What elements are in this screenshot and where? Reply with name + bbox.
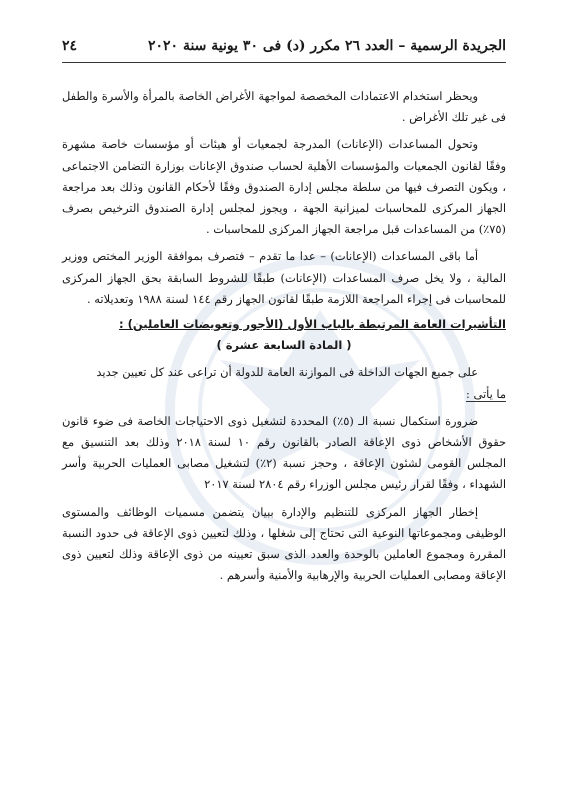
document-body [62,86,506,586]
section-heading: التأشيرات العامة المرتبطة بالباب الأول (الأجور وتعويضات العاملين) : [119,317,506,332]
header-divider [62,62,506,63]
paragraph-following-label [62,384,506,405]
paragraph-disability-quota: ضرورة استكمال نسبة الـ (٥٪) المحددة لتشغيل ذوى الاحتياجات الخاصة فى ضوء قانون حقوق الأشخاص ذوى الإعاقة الصادر بالقانون رقم ١٠ لسنة ٢٠١٨ وذلك بعد التنسيق مع المجلس القومى لشئون الإعاقة ، وحجز نسبة (٢٪) لتشغيل مصابى العمليات الحربية وأسر الشهداء ، وفقًا لقرار رئيس مجلس الوزراء رقم ٢٨٠٤ لسنة ٢٠١٧ [62,413,506,492]
paragraph-subsidies-transfer: وتحول المساعدات (الإعانات) المدرجة لجمعيات أو هيئات أو مؤسسات خاصة مشهرة وفقًا لقانون الجمعيات والمؤسسات الأهلية لحساب صندوق الإعانات بوزارة التضامن الاجتماعى ، ويكون التصرف فيها من سلطة مجلس إدارة الصندوق وفقًا لأحكام القانون وذلك بعد مراجعة الجهاز المركزى للمحاسبات لميزانية الجهة ، ويجوز لمجلس إدارة الصندوق الترخيص بصرف (٧٥٪) من المساعدات قبل مراجعة الجهاز المركزى للمحاسبات . [62,137,506,237]
article-title: ( المادة السابعة عشرة ) [216,338,352,353]
paragraph-notify-agency: إخطار الجهاز المركزى للتنظيم والإدارة ببيان يتضمن مسميات الوظائف والمستوى الوظيفى ومجموعاتها النوعية التى تحتاج إلى شغلها ، وذلك لتعيين ذوى الإعاقة فى حدود النسبة المقررة ومجموع العاملين بالوحدة والعدد الذى سبق تعيينه من ذوى الإعاقة وذلك لتعيين ذوى الإعاقة ومصابى العمليات الحربية والإرهابية والأمنية وأسرهم . [62,504,506,583]
header-title: الجريدة الرسمية – العدد ٢٦ مكرر (د) فى ٣٠ يونية سنة ٢٠٢٠ [148,38,506,54]
page-number: ٢٤ [62,38,78,54]
page-header [62,38,506,54]
paragraph-new-hiring: على جميع الجهات الداخلة فى الموازنة العامة للدولة أن تراعى عند كل تعيين جديد [96,365,478,380]
paragraph-remaining-subsidies: أما باقى المساعدات (الإعانات) – عدا ما تقدم – فتصرف بموافقة الوزير المختص ووزير المالية ، ولا يخل صرف المساعدات (الإعانات) طبقًا للشروط السابقة بحق الجهاز المركزى للمحاسبات فى إجراء المراجعة اللازمة طبقًا لقانون الجهاز رقم ١٤٤ لسنة ١٩٨٨ وتعديلاته . [62,249,506,306]
paragraph-women-allocations: ويحظر استخدام الاعتمادات المخصصة لمواجهة الأغراض الخاصة بالمرأة والأسرة والطفل فى غير تلك الأغراض . [62,89,506,125]
gazette-page [62,0,506,800]
following-label: ما يأتى : [466,386,506,401]
